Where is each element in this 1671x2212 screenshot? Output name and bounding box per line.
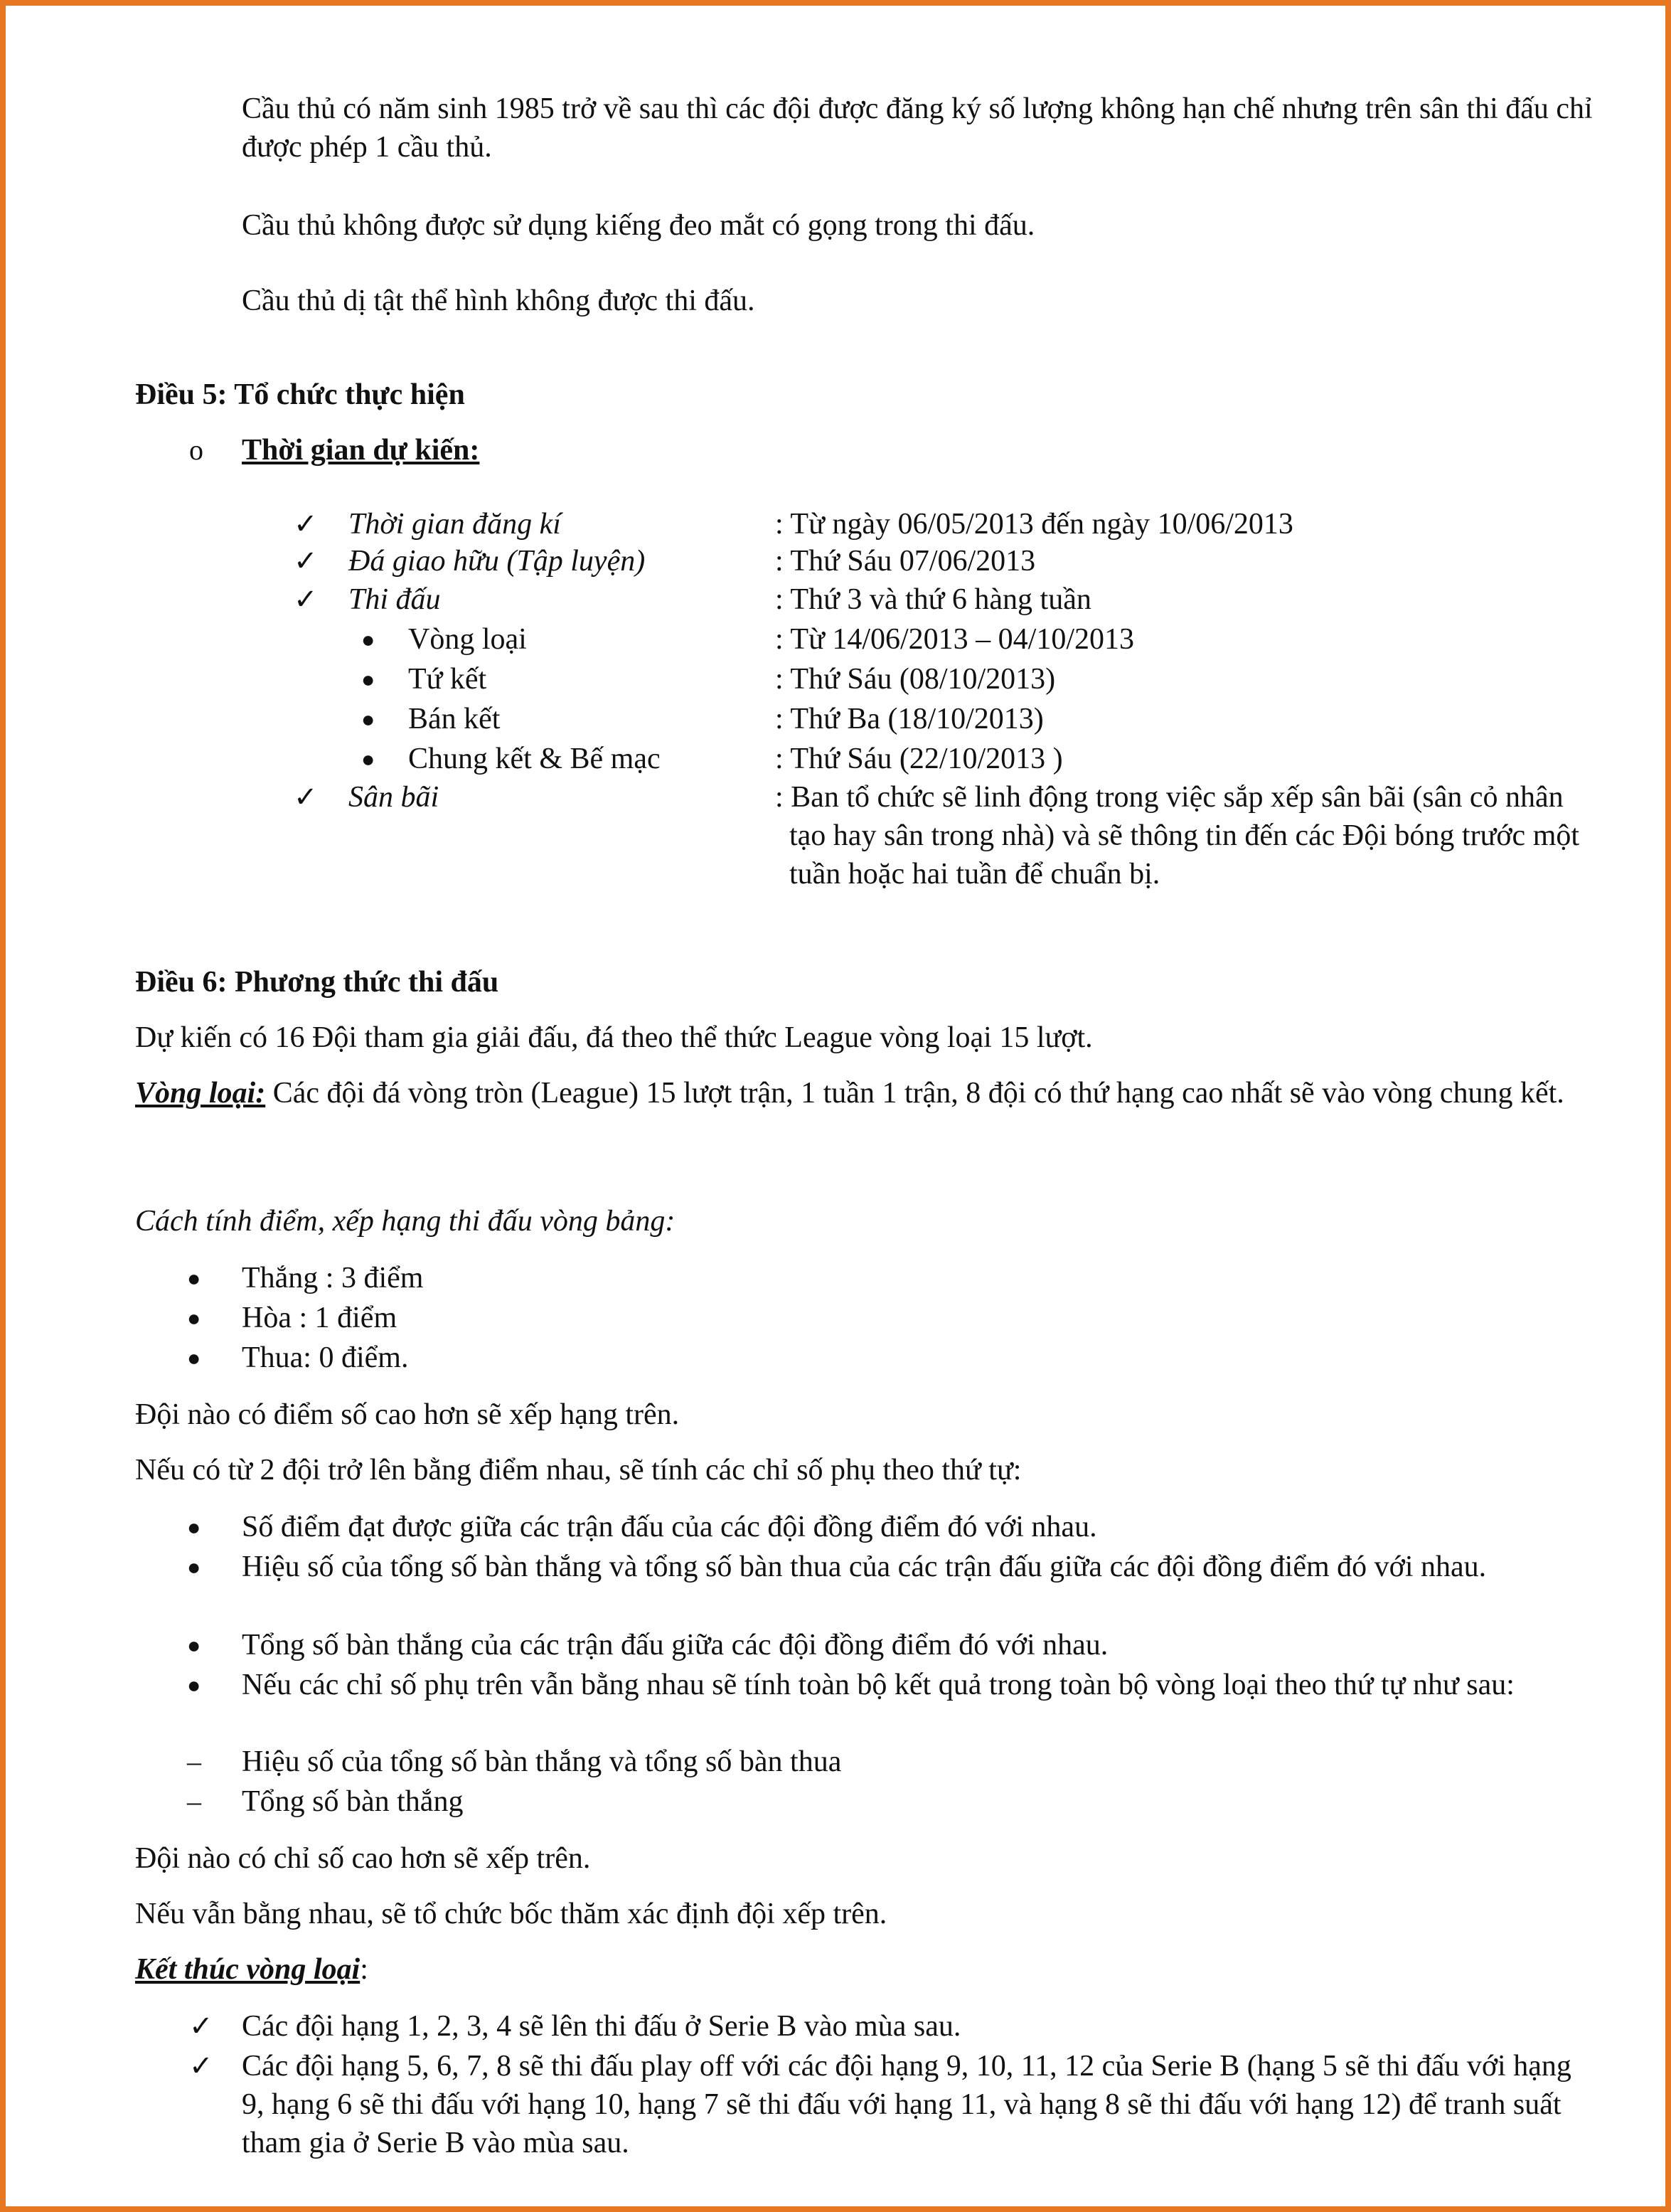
schedule-value: : Từ 14/06/2013 – 04/10/2013 [775,623,1135,656]
scoring-title: Cách tính điểm, xếp hạng thi đấu vòng bảng: [135,1205,676,1238]
bullet-dot-icon: ● [361,627,375,652]
schedule-value: : Thứ 3 và thứ 6 hàng tuần [775,583,1091,616]
check-mark-icon: ✓ [189,2050,213,2082]
schedule-label: Bán kết [408,703,501,735]
intro-paragraph-age: Cầu thủ có năm sinh 1985 trở về sau thì các đội được đăng ký số lượng không hạn chế nhưng trên sân thi đấu chỉ được phép 1 cầu thủ. [242,92,1593,164]
tiebreaker-item: Tổng số bàn thắng của các trận đấu giữa các đội đồng điểm đó với nhau. [242,1629,1109,1661]
scoring-item-draw: Hòa : 1 điểm [242,1302,397,1334]
format-intro: Dự kiến có 16 Đội tham gia giải đấu, đá theo thể thức League vòng loại 15 lượt. [135,1021,1093,1054]
bullet-dot-icon: ● [187,1345,201,1371]
check-mark-icon: ✓ [294,545,318,577]
tiebreak-intro: Nếu có từ 2 đội trở lên bằng điểm nhau, sẽ tính các chỉ số phụ theo thứ tự: [135,1454,1022,1487]
schedule-value: : Thứ Sáu (08/10/2013) [775,663,1056,696]
schedule-subheading: Thời gian dự kiến: [242,434,480,467]
bullet-dot-icon: ● [187,1265,201,1291]
tiebreaker-item: Số điểm đạt được giữa các trận đấu của các đội đồng điểm đó với nhau. [242,1511,1097,1543]
end-item-playoff: Các đội hạng 5, 6, 7, 8 sẽ thi đấu play off với các đội hạng 9, 10, 11, 12 của Serie B (hạng 5 sẽ thi đấu với hạng 9, hạng 6 sẽ thi đấu với hạng 10, hạng 7 sẽ thi đấu với hạng 11, và hạng 8 sẽ thi đấu với hạng 12) để tranh suất tham gia ở Serie B vào mùa sau. [242,2050,1571,2159]
draw-lots-paragraph: Nếu vẫn bằng nhau, sẽ tổ chức bốc thăm xác định đội xếp trên. [135,1898,887,1930]
bullet-dot-icon: ● [361,706,375,732]
qualifying-paragraph [135,1074,1593,1112]
schedule-label: Sân bãi [348,781,439,814]
check-mark-icon: ✓ [294,508,318,540]
schedule-value: : Thứ Sáu 07/06/2013 [775,545,1036,578]
dash-icon: – [187,1745,201,1777]
schedule-row-semifinal [6,700,1671,738]
schedule-row-quarterfinal [6,660,1671,698]
dash-icon: – [187,1785,201,1817]
dash-item: Tổng số bàn thắng [242,1785,464,1818]
schedule-value: : Ban tổ chức sẽ linh động trong việc sắp xếp sân bãi (sân cỏ nhân tạo hay sân trong nhà) và sẽ thông tin đến các Đội bóng trước một tuần hoặc hai tuần để chuẩn bị. [775,781,1580,890]
end-qualifying-colon: : [360,1953,368,1986]
scoring-item-win: Thắng : 3 điểm [242,1262,424,1294]
schedule-label: Chung kết & Bế mạc [408,743,661,775]
bullet-dot-icon: ● [187,1672,201,1698]
bullet-dot-icon: ● [187,1632,201,1658]
end-qualifying-heading [135,1950,1593,1989]
schedule-row-qualifying [6,620,1671,659]
schedule-row-matches [6,580,1671,619]
bullet-dot-icon: ● [187,1305,201,1331]
tiebreaker-item: Nếu các chỉ số phụ trên vẫn bằng nhau sẽ tính toàn bộ kết quả trong toàn bộ vòng loại theo thứ tự như sau: [242,1669,1515,1701]
dash-item: Hiệu số của tổng số bàn thắng và tổng số bàn thua [242,1745,842,1778]
schedule-row-friendly [6,542,1671,580]
bullet-dot-icon: ● [361,746,375,772]
circle-bullet-icon: o [189,434,203,466]
bullet-dot-icon: ● [187,1554,201,1580]
schedule-label: Đá giao hữu (Tập luyện) [348,545,646,578]
intro-paragraph-glasses: Cầu thủ không được sử dụng kiếng đeo mắt có gọng trong thi đấu. [242,209,1035,242]
schedule-row-venue [6,778,1671,893]
bullet-dot-icon: ● [361,666,375,692]
scoring-item-loss: Thua: 0 điểm. [242,1341,409,1374]
schedule-label: Thời gian đăng kí [348,508,561,541]
check-mark-icon: ✓ [294,583,318,615]
higher-index-paragraph: Đội nào có chỉ số cao hơn sẽ xếp trên. [135,1842,591,1875]
qualifying-label: Vòng loại: [135,1077,266,1110]
schedule-label: Vòng loại [408,623,527,656]
higher-points-paragraph: Đội nào có điểm số cao hơn sẽ xếp hạng trên. [135,1398,680,1431]
schedule-label: Thi đấu [348,583,441,616]
schedule-row-registration [6,505,1671,543]
section-heading-dieu6: Điều 6: Phương thức thi đấu [135,966,499,999]
check-mark-icon: ✓ [189,2010,213,2042]
schedule-value: : Thứ Ba (18/10/2013) [775,703,1044,735]
check-mark-icon: ✓ [294,781,318,813]
end-qualifying-label: Kết thúc vòng loại [135,1953,361,1986]
intro-paragraph-disability: Cầu thủ dị tật thể hình không được thi đấu. [242,285,755,317]
end-item-promotion: Các đội hạng 1, 2, 3, 4 sẽ lên thi đấu ở Serie B vào mùa sau. [242,2010,961,2043]
qualifying-text: Các đội đá vòng tròn (League) 15 lượt trận, 1 tuần 1 trận, 8 đội có thứ hạng cao nhất sẽ vào vòng chung kết. [265,1077,1564,1110]
schedule-value: : Thứ Sáu (22/10/2013 ) [775,743,1063,775]
schedule-row-final [6,740,1671,778]
schedule-value: : Từ ngày 06/05/2013 đến ngày 10/06/2013 [775,508,1293,541]
schedule-label: Tứ kết [408,663,487,696]
bullet-dot-icon: ● [187,1514,201,1540]
section-heading-dieu5: Điều 5: Tổ chức thực hiện [135,378,465,411]
tiebreaker-item: Hiệu số của tổng số bàn thắng và tổng số bàn thua của các trận đấu giữa các đội đồng điểm đó với nhau. [242,1551,1487,1583]
